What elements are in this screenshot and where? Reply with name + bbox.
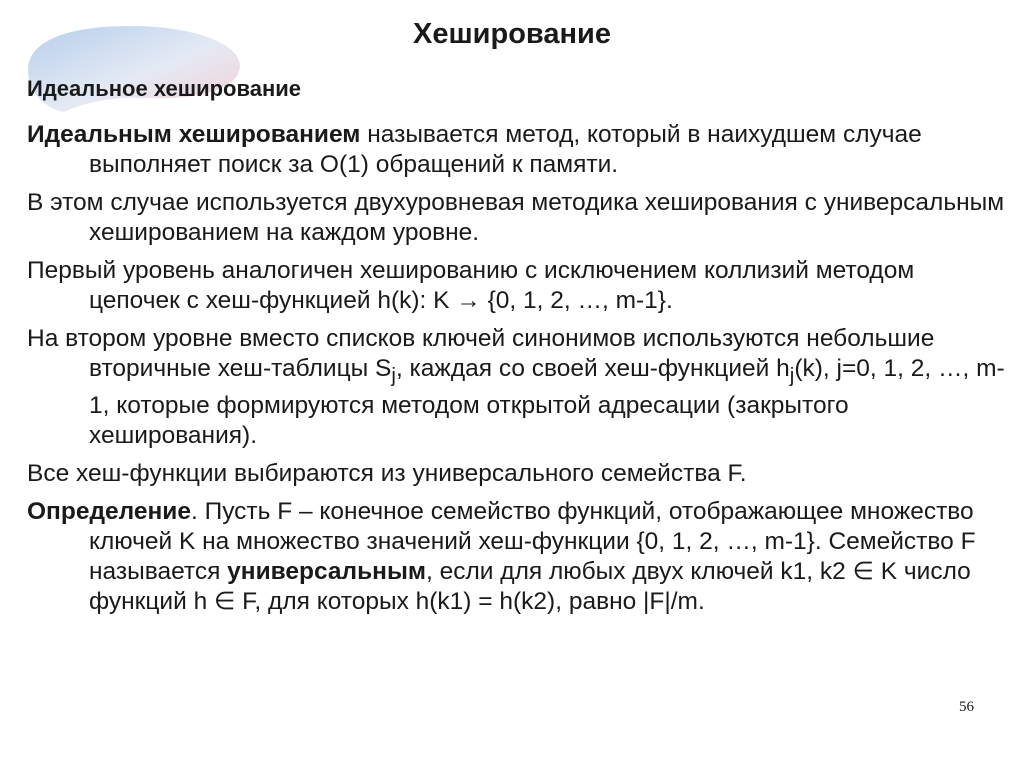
paragraph-definition-perfect-hashing: Идеальным хешированием называется метод, который в наихудшем случае выполняет поиск за O(1) обращений к памяти.	[27, 121, 922, 178]
paragraph-universal-family: Все хеш-функции выбираются из универсального семейства F.	[27, 459, 747, 487]
slide-content	[27, 120, 1007, 625]
paragraph-definition-universal: Определение. Пусть F – конечное семейство функций, отображающее множество ключей K на множество значений хеш-функции {0, 1, 2, …, m-1}. Семейство F называется универсальным, если для любых двух ключей k1, k2 ∈ K число функций h ∈ F, для которых h(k1) = h(k2), равно |F|/m.	[27, 497, 976, 615]
paragraph-second-level: На втором уровне вместо списков ключей синонимов используются небольшие вторичные хеш-таблицы $S_j$, каждая со своей хеш-функцией $h_j(k)$, j=0, 1, 2, …, m-1, которые формируются методом открытой адресации (закрытого хеширования).	[27, 325, 1005, 449]
paragraph-two-level: В этом случае используется двухуровневая методика хеширования с универсальным хешированием на каждом уровне.	[27, 189, 1005, 246]
slide-title: Хеширование	[413, 18, 611, 50]
slide-subtitle: Идеальное хеширование	[27, 76, 302, 101]
page-number: 56	[959, 699, 974, 715]
paragraph-first-level: Первый уровень аналогичен хешированию с исключением коллизий методом цепочек с хеш-функцией h(k): K → {0, 1, 2, …, m-1}.	[27, 257, 915, 314]
